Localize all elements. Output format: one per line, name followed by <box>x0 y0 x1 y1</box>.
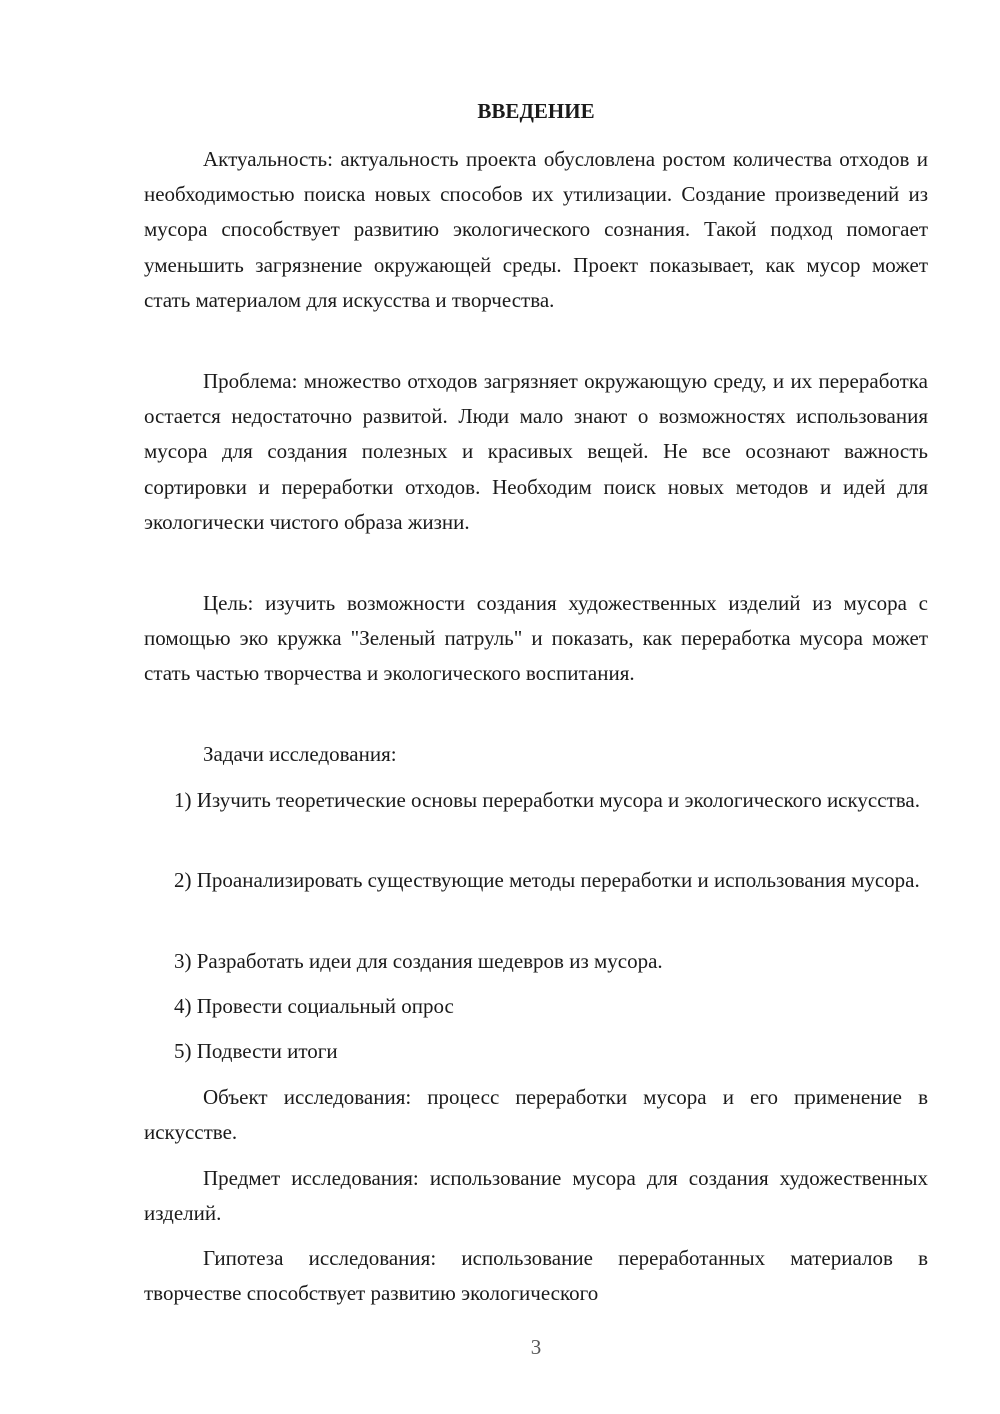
tasks-heading: Задачи исследования: <box>203 742 397 766</box>
paragraph-subject: Предмет исследования: использование мусора для создания художественных изделий. <box>144 1166 928 1226</box>
page-title: ВВЕДЕНИЕ <box>477 99 595 123</box>
paragraph-object: Объект исследования: процесс переработки мусора и его применение в искусстве. <box>144 1085 928 1145</box>
paragraph-relevance: Актуальность: актуальность проекта обусловлена ростом количества отходов и необходимостью поиска новых способов их утилизации. Создание произведений из мусора способствует развитию экологического сознания. Такой подход помогает уменьшить загрязнение окружающей среды. Проект показывает, как мусор может стать материалом для искусства и творчества. <box>144 147 928 312</box>
page-number: 3 <box>530 1335 542 1359</box>
task-item: 2) Проанализировать существующие методы переработки и использования мусора. <box>174 868 920 892</box>
paragraph-goal: Цель: изучить возможности создания художественных изделий из мусора с помощью эко кружка "Зеленый патруль" и показать, как переработка мусора может стать частью творчества и экологического воспитания. <box>144 591 928 686</box>
paragraph-hypothesis: Гипотеза исследования: использование переработанных материалов в творчестве способствует развитию экологического <box>144 1246 928 1306</box>
task-item: 4) Провести социальный опрос <box>174 994 454 1018</box>
task-item: 5) Подвести итоги <box>174 1039 338 1063</box>
task-item: 1) Изучить теоретические основы переработки мусора и экологического искусства. <box>174 788 920 812</box>
paragraph-problem: Проблема: множество отходов загрязняет окружающую среду, и их переработка остается недостаточно развитой. Люди мало знают о возможностях использования мусора для создания полезных и красивых вещей. Не все осознают важность сортировки и переработки отходов. Необходим поиск новых методов и идей для экологически чистого образа жизни. <box>144 369 928 534</box>
task-item: 3) Разработать идеи для создания шедевров из мусора. <box>174 949 663 973</box>
